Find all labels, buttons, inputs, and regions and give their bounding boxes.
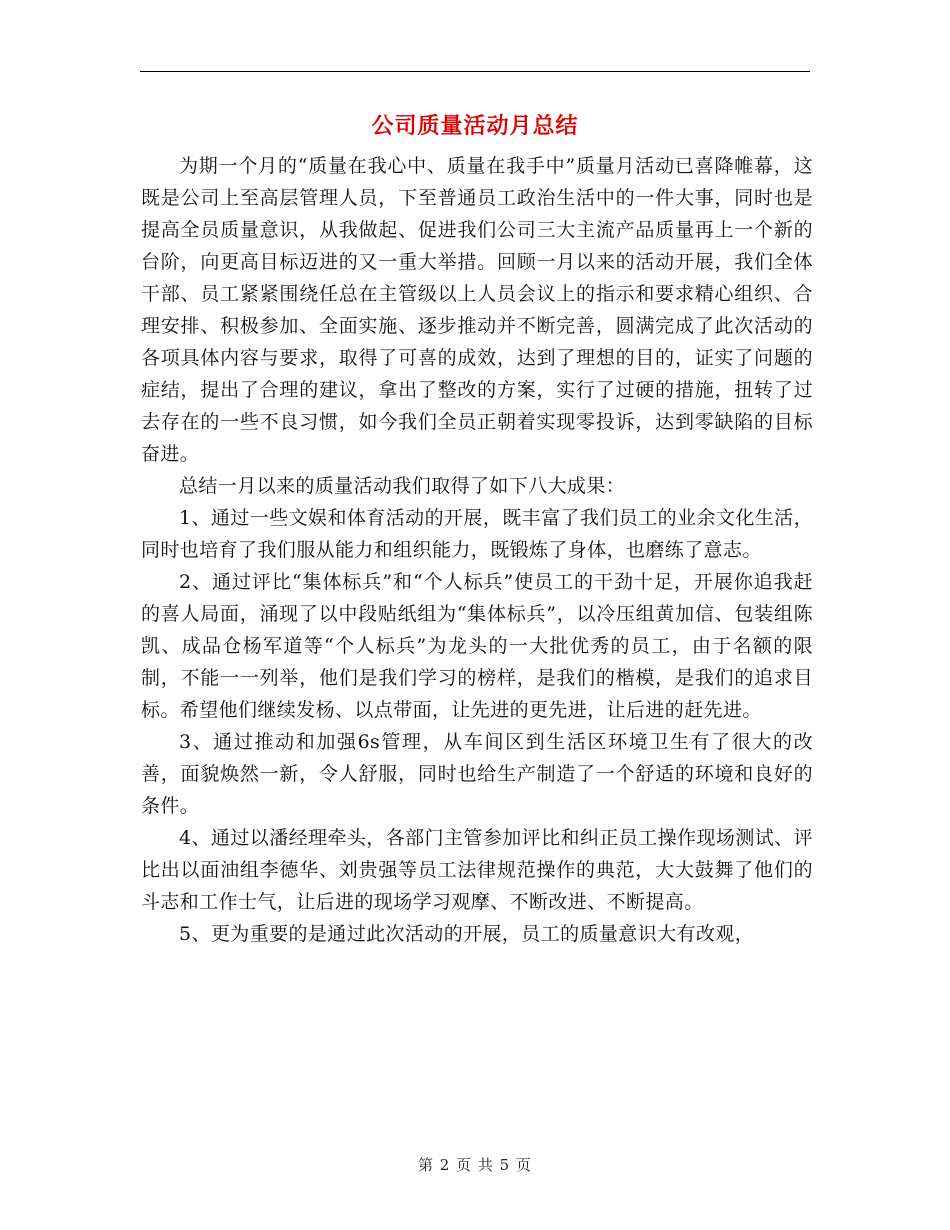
page-title: 公司质量活动月总结 bbox=[371, 113, 579, 139]
header-rule bbox=[140, 71, 810, 72]
paragraph-achievement-3: 3、通过推动和加强6s管理，从车间区到生活区环境卫生有了很大的改善，面貌焕然一新，令人舒服，同时也给生产制造了一个舒适的环境和良好的条件。 bbox=[141, 731, 813, 817]
paragraph-intro: 为期一个月的“质量在我心中、质量在我手中”质量月活动已喜降帷幕，这既是公司上至高层管理人员，下至普通员工政治生活中的一件大事，同时也是提高全员质量意识，从我做起、促进我们公司三大主流产品质量再上一个新的台阶，向更高目标迈进的又一重大举措。回顾一月以来的活动开展，我们全体干部、员工紧紧围绕任总在主管级以上人员会议上的指示和要求精心组织、合理安排、积极参加、全面实施、逐步推动并不断完善，圆满完成了此次活动的各项具体内容与要求，取得了可喜的成效，达到了理想的目的，证实了问题的症结，提出了合理的建议，拿出了整改的方案，实行了过硬的措施，扭转了过去存在的一些不良习惯，如今我们全员正朝着实现零投诉，达到零缺陷的目标奋进。 bbox=[141, 155, 813, 465]
paragraph-summary-lead: 总结一月以来的质量活动我们取得了如下八大成果： bbox=[179, 475, 626, 497]
paragraph-achievement-5: 5、更为重要的是通过此次活动的开展，员工的质量意识大有改观， bbox=[179, 923, 755, 945]
document-body bbox=[141, 150, 813, 950]
paragraph-achievement-1: 1、通过一些文娱和体育活动的开展，既丰富了我们员工的业余文化生活，同时也培育了我们服从能力和组织能力，既锻炼了身体，也磨练了意志。 bbox=[141, 507, 813, 561]
page-number-footer: 第 2 页 共 5 页 bbox=[418, 1156, 532, 1174]
paragraph-achievement-4: 4、通过以潘经理牵头，各部门主管参加评比和纠正员工操作现场测试、评比出以面油组李德华、刘贵强等员工法律规范操作的典范，大大鼓舞了他们的斗志和工作士气，让后进的现场学习观摩、不断改进、不断提高。 bbox=[141, 827, 813, 913]
paragraph-achievement-2: 2、通过评比“集体标兵”和“个人标兵”使员工的干劲十足，开展你追我赶的喜人局面，涌现了以中段贴纸组为“集体标兵”，以冷压组黄加信、包装组陈凯、成品仓杨军道等“个人标兵”为龙头的一大批优秀的员工，由于名额的限制，不能一一列举，他们是我们学习的榜样，是我们的楷模，是我们的追求目标。希望他们继续发杨、以点带面，让先进的更先进，让后进的赶先进。 bbox=[141, 571, 813, 721]
